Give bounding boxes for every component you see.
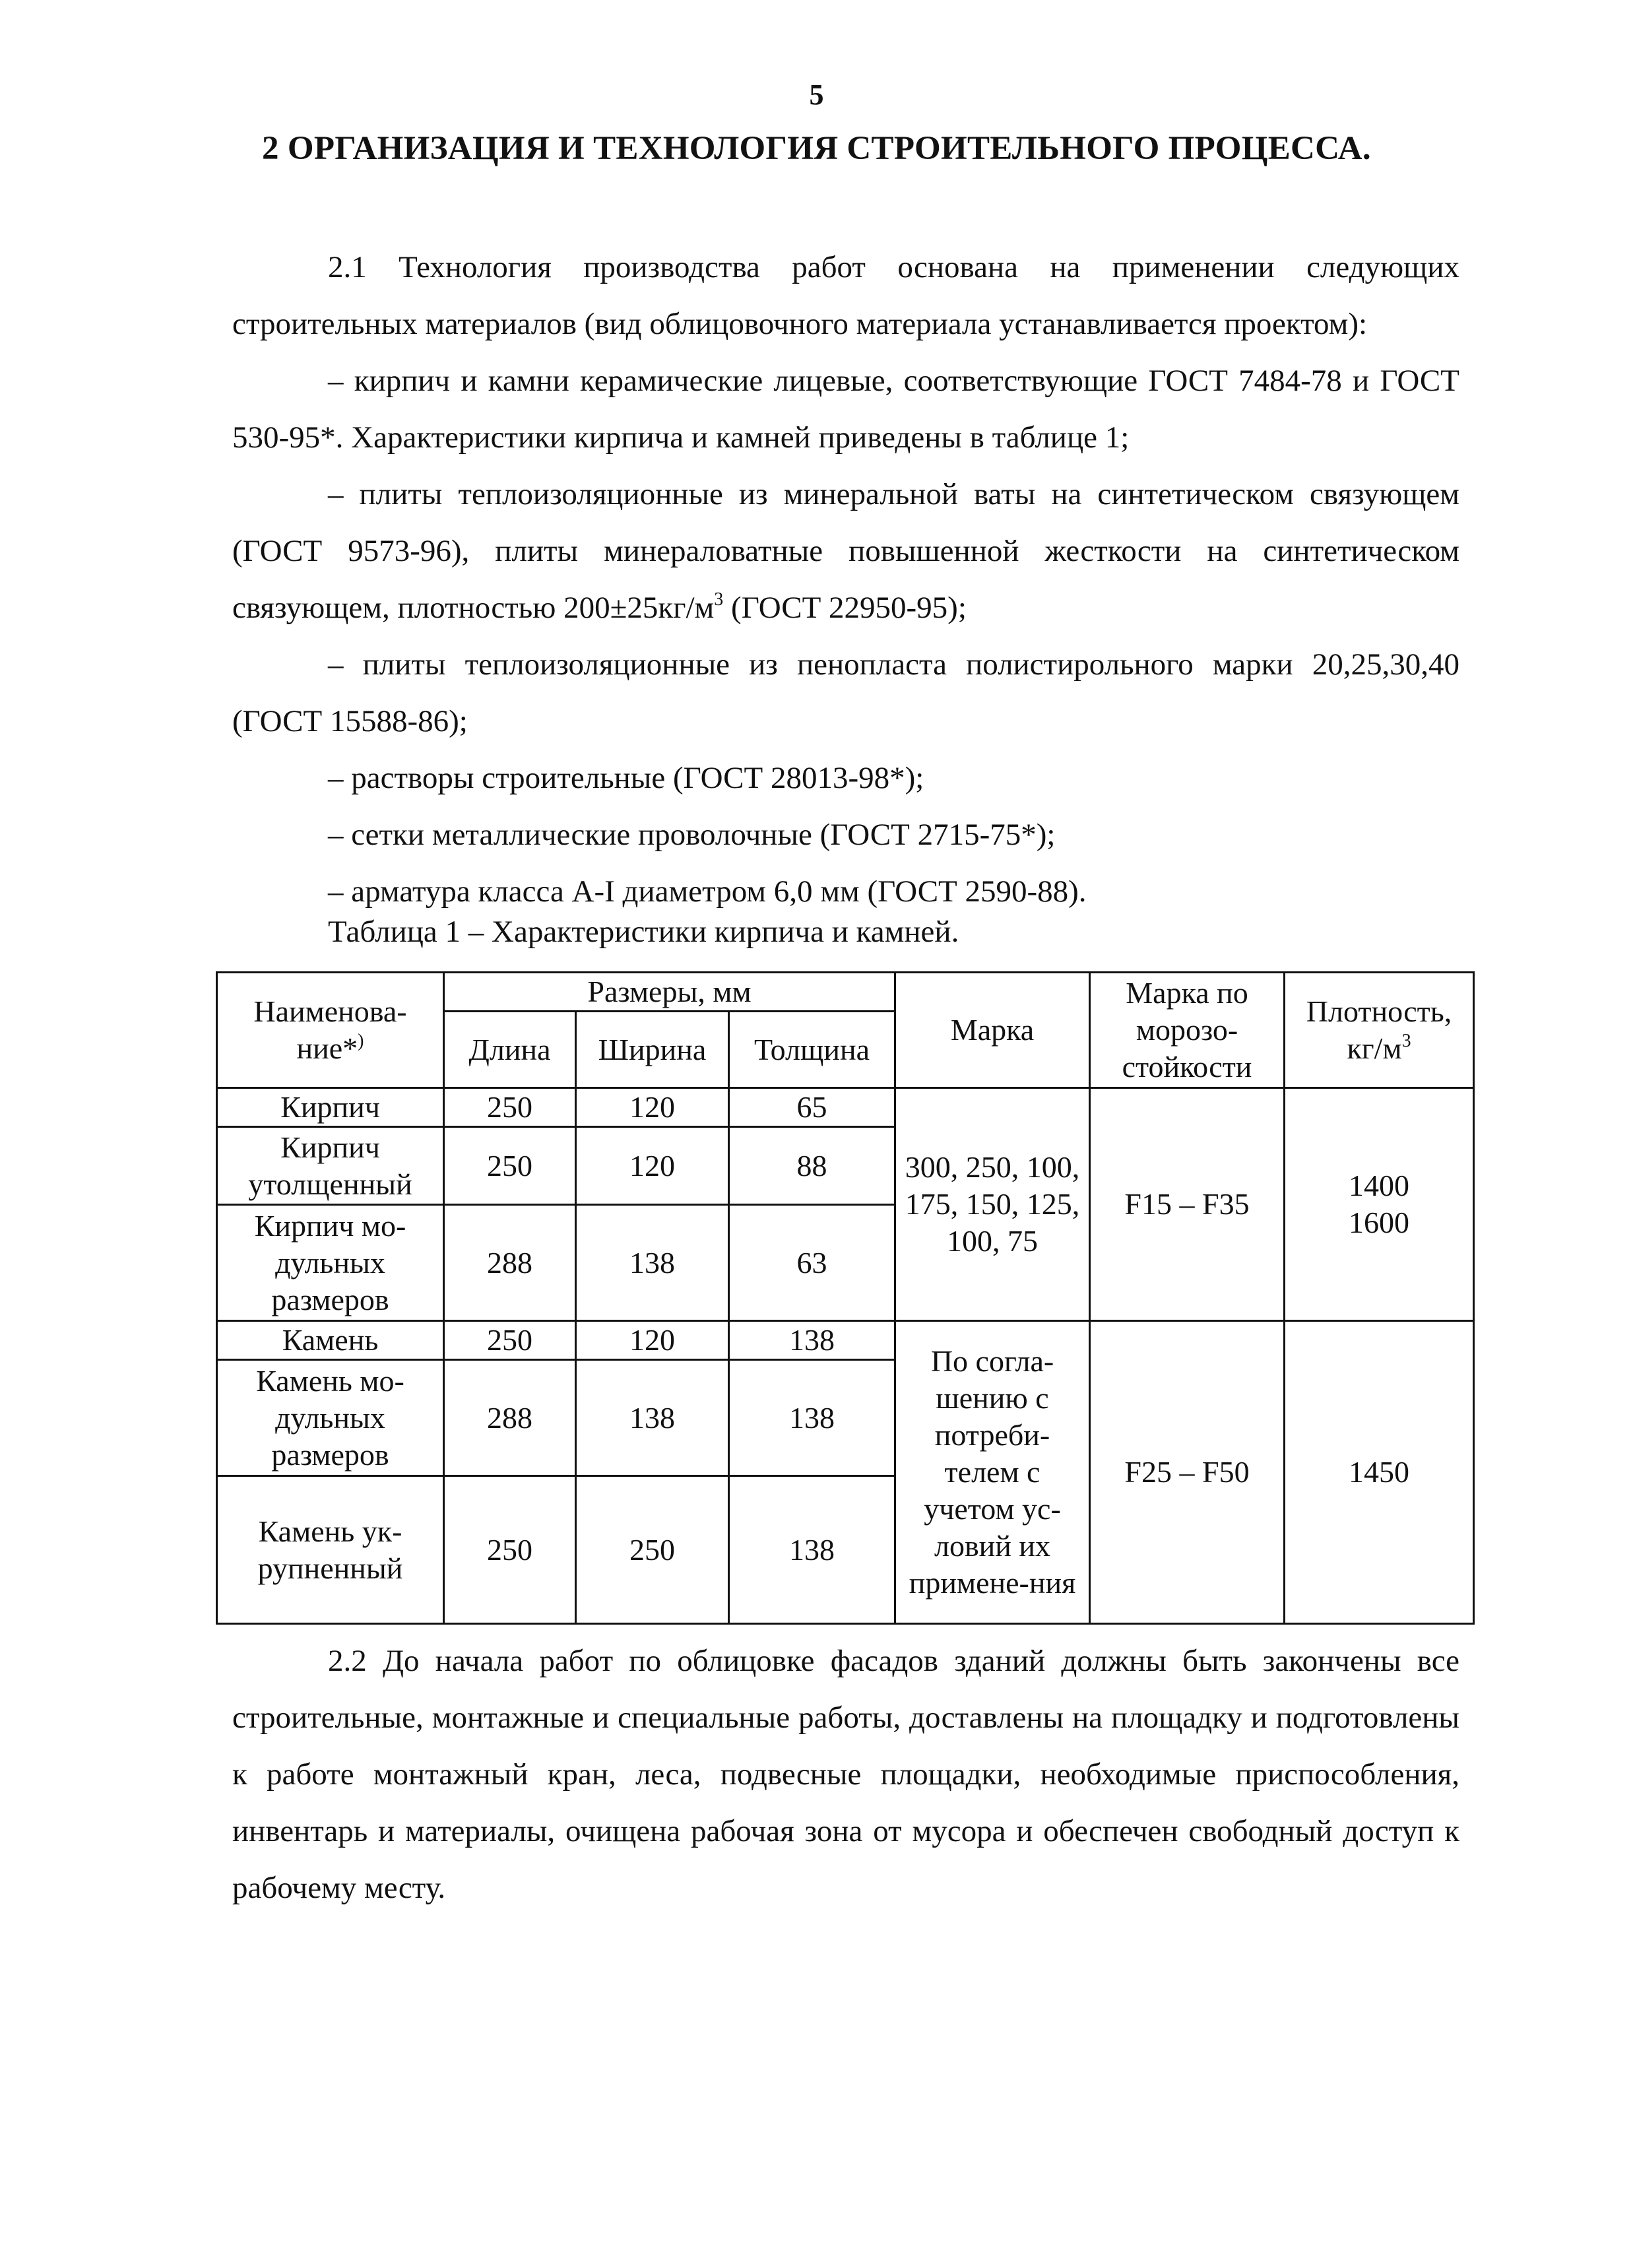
header-length: Длина	[444, 1012, 576, 1088]
cell-width: 120	[576, 1127, 729, 1205]
cell-length: 288	[444, 1360, 576, 1476]
cell-width: 138	[576, 1205, 729, 1321]
page-number: 5	[809, 79, 824, 111]
characteristics-table	[216, 971, 1475, 1625]
paragraph-2-2	[232, 1633, 1459, 1916]
cell-thickness: 138	[729, 1360, 895, 1476]
table-row	[217, 1321, 1474, 1360]
header-width: Ширина	[576, 1012, 729, 1088]
list-item-mineral-wool	[232, 466, 1459, 636]
cell-name: Камень ук-рупненный	[217, 1476, 444, 1624]
cell-name: Камень	[217, 1321, 444, 1360]
list-item-mesh	[232, 806, 1459, 863]
list-item-text: – плиты теплоизоляционные из пенопласта полистирольного марки 20,25,30,40 (ГОСТ 15588-86);	[232, 647, 1459, 738]
cell-thickness: 138	[729, 1321, 895, 1360]
cell-thickness: 88	[729, 1127, 895, 1205]
cell-brick-frost: F15 – F35	[1090, 1088, 1285, 1321]
header-frost: Марка по морозо-стойкости	[1090, 973, 1285, 1088]
cell-name: Кирпич мо-дульных размеров	[217, 1205, 444, 1321]
cell-name: Камень мо-дульных размеров	[217, 1360, 444, 1476]
cell-width: 250	[576, 1476, 729, 1624]
list-item-text: – плиты теплоизоляционные из минеральной ваты на синтетическом связующем (ГОСТ 9573-96), плиты минераловатные повышенной жесткости на синтетическом связующем, плотностью 200±25кг/м	[232, 477, 1459, 625]
header-density: Плотность, $кг/м^3$	[1285, 973, 1474, 1088]
cell-stone-density: 1450	[1285, 1321, 1474, 1624]
header-grade: Марка	[895, 973, 1090, 1088]
header-name: Наименова-ние*)	[217, 973, 444, 1088]
list-item-mortar	[232, 750, 1459, 806]
paragraph-2-1	[232, 239, 1459, 352]
table-caption: Таблица 1 – Характеристики кирпича и камней.	[328, 915, 959, 949]
list-item-text: – растворы строительные (ГОСТ 28013-98*);	[328, 761, 924, 795]
cell-length: 288	[444, 1205, 576, 1321]
list-item-text: – сетки металлические проволочные (ГОСТ 2715-75*);	[328, 818, 1056, 852]
cell-brick-grade: 300, 250, 100, 175, 150, 125, 100, 75	[895, 1088, 1090, 1321]
cell-stone-grade: По согла-шению с потреби-телем с учетом ус-ловий их примене-ния	[895, 1321, 1090, 1624]
cell-stone-frost: F25 – F50	[1090, 1321, 1285, 1624]
section-title: 2 ОРГАНИЗАЦИЯ И ТЕХНОЛОГИЯ СТРОИТЕЛЬНОГО ПРОЦЕССА.	[262, 130, 1371, 167]
list-item-bricks	[232, 352, 1459, 466]
cell-length: 250	[444, 1321, 576, 1360]
list-item-text-tail: (ГОСТ 22950-95);	[723, 591, 967, 625]
header-sizes: Размеры, мм	[444, 973, 895, 1012]
list-item-text: – арматура класса А-I диаметром 6,0 мм (ГОСТ 2590-88).	[328, 874, 1087, 909]
list-item-polystyrene	[232, 636, 1459, 750]
cell-length: 250	[444, 1476, 576, 1624]
cell-width: 138	[576, 1360, 729, 1476]
cell-width: 120	[576, 1321, 729, 1360]
cell-name: Кирпич	[217, 1088, 444, 1127]
paragraph-2-2-text: 2.2 До начала работ по облицовке фасадов зданий должны быть закончены все строительные, монтажные и специальные работы, доставлены на площадку и подготовлены к работе монтажный кран, леса, подвесные площадки, необходимые приспособления, инвентарь и материалы, очищена рабочая зона от мусора и обеспечен свободный доступ к рабочему месту.	[232, 1644, 1459, 1905]
cell-thickness: 65	[729, 1088, 895, 1127]
cell-name: Кирпич утолщенный	[217, 1127, 444, 1205]
superscript: 3	[714, 589, 724, 610]
cell-thickness: 63	[729, 1205, 895, 1321]
cell-width: 120	[576, 1088, 729, 1127]
cell-thickness: 138	[729, 1476, 895, 1624]
cell-length: 250	[444, 1127, 576, 1205]
cell-brick-density: 1400 1600	[1285, 1088, 1474, 1321]
header-thickness: Толщина	[729, 1012, 895, 1088]
cell-length: 250	[444, 1088, 576, 1127]
paragraph-2-1-text: 2.1 Технология производства работ основана на применении следующих строительных материалов (вид облицовочного материала устанавливается проектом):	[232, 250, 1459, 341]
table-row	[217, 1088, 1474, 1127]
list-item-text: – кирпич и камни керамические лицевые, соответствующие ГОСТ 7484-78 и ГОСТ 530-95*. Характеристики кирпича и камней приведены в таблице 1;	[232, 364, 1459, 455]
